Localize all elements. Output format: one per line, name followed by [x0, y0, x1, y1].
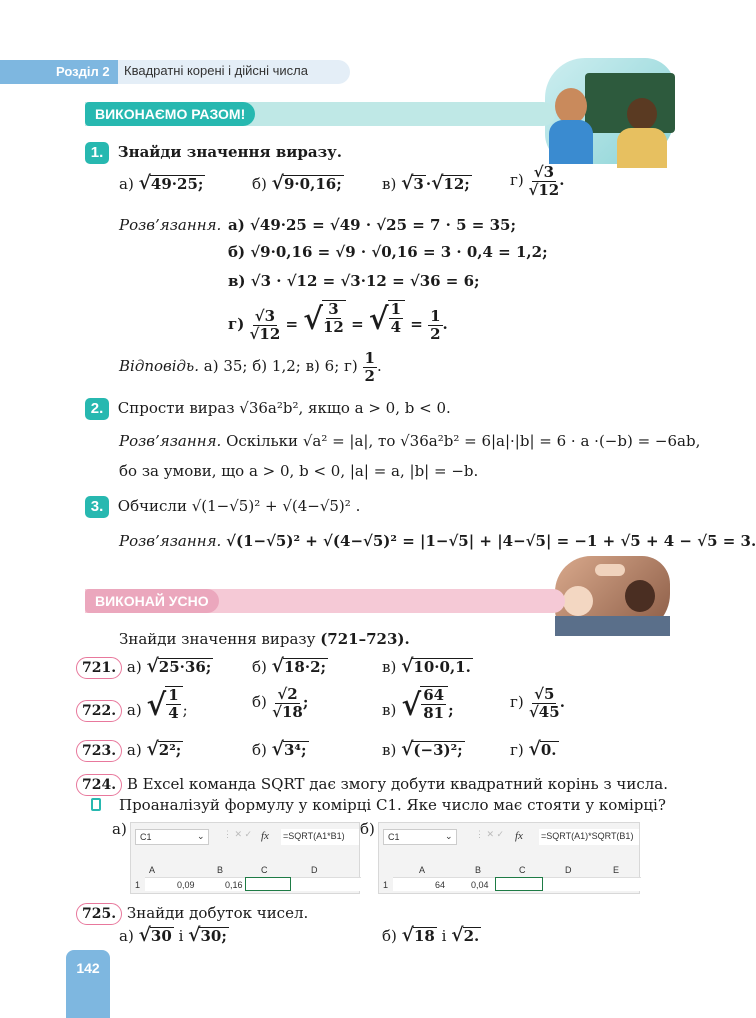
- excel-a-fx-icon[interactable]: fx: [261, 830, 269, 842]
- excel-b-col-a: A: [419, 865, 426, 875]
- excel-a-col-d: D: [311, 865, 318, 875]
- ex1-header: [85, 142, 342, 164]
- excel-b-col-e: E: [613, 865, 620, 875]
- ex3-text: Обчисли √(1−√5)² + √(4−√5)² .: [117, 497, 361, 515]
- ex1-a: а) √ 49·25;: [119, 172, 204, 194]
- ex723-b: б) √ 3⁴;: [252, 738, 307, 760]
- ex724-a: а): [112, 820, 127, 838]
- ex725-a: а) √ 30 і √ 30;: [119, 924, 227, 946]
- ex1-b: б) √ 9·0,16;: [252, 172, 342, 194]
- ex721: 721. а) √ 25·36;: [76, 657, 213, 679]
- ex3-header: [85, 496, 360, 518]
- ex1-g: г) $\frac{√3}{√12}$ .: [510, 163, 565, 199]
- excel-a-col-a: A: [149, 865, 156, 875]
- excel-b: C1 ⌄ fx =SQRT(A1)*SQRT(B1) ⋮ ✕ ✓ A B C D E 1 64 0,04: [378, 822, 640, 894]
- excel-a-col-c: C: [261, 865, 268, 875]
- ex721-v: в) √ 10·0,1.: [382, 655, 471, 677]
- excel-a-b1[interactable]: 0,16: [225, 880, 243, 890]
- ex722: 722. а) √ $\frac{1}{4}$ ;: [76, 686, 188, 722]
- section-title-1: ВИКОНАЄМО РАЗОМ!: [85, 102, 255, 126]
- excel-a-chevron-icon[interactable]: ⌄: [197, 831, 205, 841]
- excel-a-col-b: B: [217, 865, 224, 875]
- ex723-g: г) √ 0.: [510, 738, 557, 760]
- ex1-sol-v: в) √3 · √12 = √3·12 = √36 = 6;: [228, 272, 480, 290]
- ex1-sol-a: а) √49·25 = √49 · √25 = 7 · 5 = 35;: [228, 216, 516, 234]
- ex724-number: 724.: [76, 774, 122, 796]
- excel-a-a1[interactable]: 0,09: [177, 880, 195, 890]
- ex1-text: Знайди значення виразу.: [117, 143, 342, 161]
- excel-b-col-c: C: [519, 865, 526, 875]
- excel-b-col-d: D: [565, 865, 572, 875]
- ex1-sol-label: Розв’язання.: [119, 216, 222, 234]
- ex2-sol: Розв’язання. Оскільки √a² = |a|, то √36a²b² = 6|a|·|b| = 6 · a ·(−b) = −6ab,: [119, 432, 701, 450]
- section-title-2: ВИКОНАЙ УСНО: [85, 589, 219, 613]
- excel-b-fx-icon[interactable]: fx: [515, 830, 523, 842]
- ex724: [76, 774, 668, 796]
- excel-b-chevron-icon[interactable]: ⌄: [445, 831, 453, 841]
- ex2-sol2: бо за умови, що a > 0, b < 0, |a| = a, |b| = −b.: [119, 462, 479, 480]
- ex2-text: Спрости вираз √36a²b², якщо a > 0, b < 0.: [117, 399, 451, 417]
- ex725: [76, 903, 308, 925]
- ex725-text: Знайди добуток чисел.: [126, 904, 309, 922]
- ex722-v: в) √ $\frac{64}{81}$ ;: [382, 686, 454, 723]
- excel-b-col-b: B: [475, 865, 482, 875]
- ex1-answer: Відповідь. а) 35; б) 1,2; в) 6; г) $\frac{1}{2}$ .: [119, 349, 382, 385]
- ex1-sol-g: г) $\frac{√3}{√12}$ = √ $\frac{3}{12}$ = √ $\frac{1}{4}$ = $\frac{1}{2}$ .: [228, 300, 448, 343]
- excel-a-formula[interactable]: =SQRT(A1*B1): [281, 829, 359, 845]
- excel-b-namebox[interactable]: C1: [383, 829, 457, 845]
- ex725-number: 725.: [76, 903, 122, 925]
- ex725-b: б) √ 18 і √ 2.: [382, 924, 480, 946]
- ex722-g: г) $\frac{√5}{√45}$ .: [510, 685, 565, 721]
- ex723: 723. а) √ 2²;: [76, 740, 183, 762]
- ex722-number: 722.: [76, 700, 122, 722]
- chapter-label: Розділ 2: [56, 64, 110, 79]
- highfive-photo: [555, 556, 670, 634]
- ex722-b: б) $\frac{√2}{√18}$ ;: [252, 685, 309, 721]
- ex2-header: [85, 398, 451, 420]
- computer-icon: [91, 798, 101, 811]
- ex723-number: 723.: [76, 740, 122, 762]
- chapter-title: Квадратні корені і дійсні числа: [124, 63, 308, 78]
- excel-a-namebox[interactable]: C1: [135, 829, 209, 845]
- ex723-v: в) √ (−3)²;: [382, 738, 463, 760]
- excel-b-b1[interactable]: 0,04: [471, 880, 489, 890]
- ex724-b: б): [360, 820, 375, 838]
- excel-b-row1: 1: [383, 880, 389, 890]
- ex724-line1: В Excel команда SQRT дає змогу добути квадратний корінь з числа.: [126, 775, 668, 793]
- ex2-number: 2.: [85, 398, 109, 420]
- students-photo: [545, 58, 675, 164]
- ex1-number: 1.: [85, 142, 109, 164]
- excel-b-a1[interactable]: 64: [435, 880, 446, 890]
- excel-b-c1[interactable]: [495, 877, 543, 891]
- ex3-sol: Розв’язання. √(1−√5)² + √(4−√5)² = |1−√5| + |4−√5| = −1 + √5 + 4 − √5 = 3.: [119, 532, 756, 550]
- ex724-line2: Проаналізуй формулу у комірці C1. Яке число має стояти у комірці?: [119, 796, 666, 814]
- ex1-sol-b: б) √9·0,16 = √9 · √0,16 = 3 · 0,4 = 1,2;: [228, 243, 548, 261]
- ex1-v: в) √ 3 · √ 12;: [382, 172, 470, 194]
- chapter-tab: [0, 60, 118, 84]
- intro-line: Знайди значення виразу (721–723).: [119, 630, 410, 648]
- excel-a: C1 ⌄ fx =SQRT(A1*B1) ⋮ ✕ ✓ A B C D 1 0,09 0,16: [130, 822, 360, 894]
- ex3-number: 3.: [85, 496, 109, 518]
- excel-b-formula[interactable]: =SQRT(A1)*SQRT(B1): [539, 829, 639, 845]
- page-number: 142: [66, 950, 110, 1018]
- excel-a-row1: 1: [135, 880, 141, 890]
- ex721-number: 721.: [76, 657, 122, 679]
- ex721-b: б) √ 18·2;: [252, 655, 327, 677]
- excel-a-c1[interactable]: [245, 877, 291, 891]
